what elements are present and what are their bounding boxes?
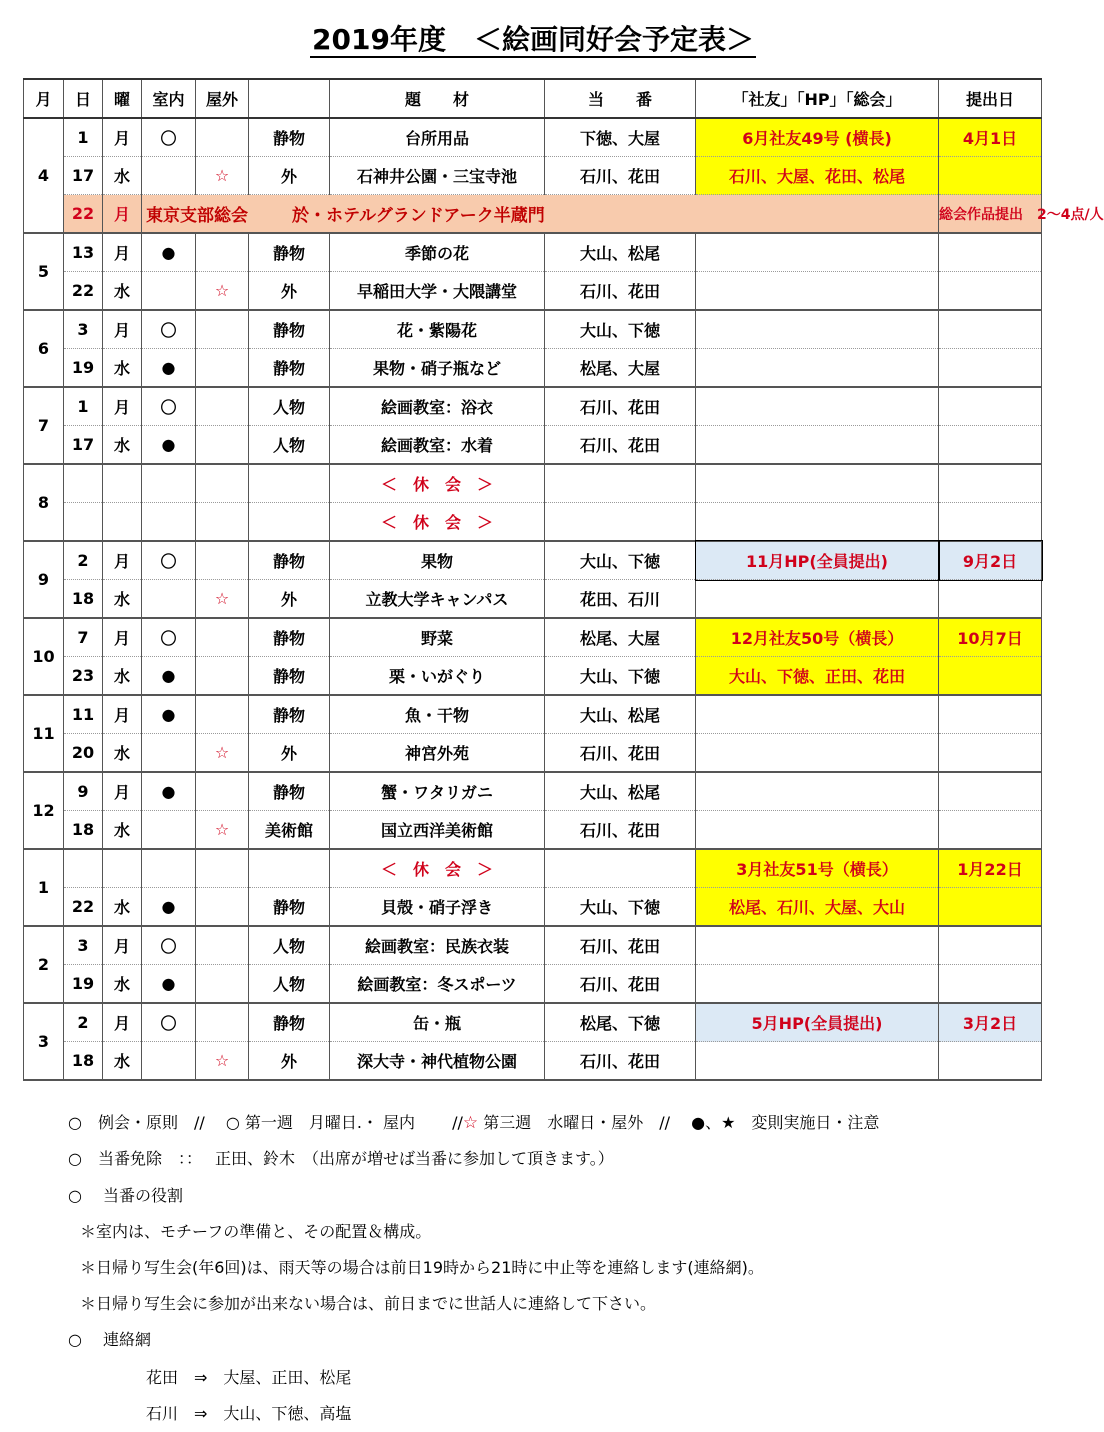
header-weekday: 曜 bbox=[103, 79, 142, 118]
indoor-cell bbox=[142, 272, 196, 311]
schedule-table bbox=[23, 78, 1104, 1081]
table-row bbox=[24, 349, 1042, 388]
subject-cell: 台所用品 bbox=[330, 118, 545, 157]
subject-cell: 野菜 bbox=[330, 618, 545, 657]
day-cell: 19 bbox=[64, 965, 103, 1004]
due-date-cell bbox=[939, 426, 1042, 465]
table-row bbox=[24, 426, 1042, 465]
publication-cell bbox=[696, 580, 939, 619]
weekday-cell: 月 bbox=[103, 926, 142, 965]
category-cell: 静物 bbox=[249, 541, 330, 580]
day-cell: 9 bbox=[64, 772, 103, 811]
role-item-3: ＊日帰り写生会に参加が出来ない場合は、前日までに世話人に連絡して下さい。 bbox=[80, 1294, 657, 1313]
publication-cell: 石川、大屋、花田、松尾 bbox=[696, 157, 939, 195]
publication-cell: 12月社友50号（横長） bbox=[696, 618, 939, 657]
weekday-cell: 水 bbox=[103, 734, 142, 773]
month-cell: 12 bbox=[24, 772, 64, 849]
outdoor-cell bbox=[196, 541, 249, 580]
due-date-cell bbox=[939, 310, 1042, 349]
publication-cell bbox=[696, 772, 939, 811]
due-date-cell bbox=[939, 464, 1042, 503]
indoor-cell bbox=[142, 157, 196, 195]
category-cell: 外 bbox=[249, 734, 330, 773]
day-cell: 11 bbox=[64, 695, 103, 734]
subject-cell: 絵画教室：浴衣 bbox=[330, 387, 545, 426]
publication-cell bbox=[696, 1042, 939, 1081]
indoor-cell bbox=[142, 503, 196, 542]
circle-icon: 〇 bbox=[142, 618, 196, 657]
outdoor-cell bbox=[196, 888, 249, 927]
table-row bbox=[24, 195, 1042, 234]
outdoor-cell bbox=[196, 426, 249, 465]
publication-cell bbox=[696, 426, 939, 465]
weekday-cell: 水 bbox=[103, 580, 142, 619]
subject-cell: 果物 bbox=[330, 541, 545, 580]
duty-cell: 石川、花田 bbox=[545, 811, 696, 850]
due-date-cell: 1月22日 bbox=[939, 849, 1042, 888]
event-cell bbox=[142, 195, 939, 234]
weekday-cell: 水 bbox=[103, 272, 142, 311]
outdoor-cell bbox=[196, 695, 249, 734]
subject-cell: ＜ 休 会 ＞ bbox=[330, 503, 545, 542]
outdoor-cell bbox=[196, 772, 249, 811]
duty-cell bbox=[545, 849, 696, 888]
weekday-cell: 月 bbox=[103, 118, 142, 157]
weekday-cell: 水 bbox=[103, 349, 142, 388]
schedule-body bbox=[24, 118, 1104, 1080]
category-cell bbox=[249, 464, 330, 503]
duty-cell: 石川、花田 bbox=[545, 426, 696, 465]
subject-cell: 季節の花 bbox=[330, 233, 545, 272]
indoor-cell bbox=[142, 580, 196, 619]
table-row bbox=[24, 657, 1042, 696]
weekday-cell: 月 bbox=[103, 618, 142, 657]
due-date-cell bbox=[939, 888, 1042, 927]
table-row bbox=[24, 387, 1042, 426]
publication-cell: 11月HP(全員提出) bbox=[696, 541, 939, 580]
weekday-cell: 月 bbox=[103, 695, 142, 734]
due-date-cell bbox=[939, 349, 1042, 388]
table-row bbox=[24, 849, 1042, 888]
day-cell bbox=[64, 503, 103, 542]
star-icon: ☆ bbox=[196, 734, 249, 773]
table-row bbox=[24, 272, 1042, 311]
day-cell: 7 bbox=[64, 618, 103, 657]
due-date-cell: 3月2日 bbox=[939, 1003, 1042, 1042]
subject-cell: ＜ 休 会 ＞ bbox=[330, 849, 545, 888]
publication-cell: 総会作品提出 2〜4点/人 bbox=[939, 195, 1042, 234]
indoor-cell bbox=[142, 734, 196, 773]
due-date-cell bbox=[939, 811, 1042, 850]
day-cell: 18 bbox=[64, 1042, 103, 1081]
subject-cell: 石神井公園・三宝寺池 bbox=[330, 157, 545, 195]
due-date-cell bbox=[939, 734, 1042, 773]
header-month: 月 bbox=[24, 79, 64, 118]
category-cell: 人物 bbox=[249, 926, 330, 965]
day-cell: 17 bbox=[64, 157, 103, 195]
table-row bbox=[24, 888, 1042, 927]
network-line-2: 石川 ⇒ 大山、下徳、高塩 bbox=[146, 1404, 352, 1423]
subject-cell: ＜ 休 会 ＞ bbox=[330, 464, 545, 503]
duty-cell: 下徳、大屋 bbox=[545, 118, 696, 157]
star-icon: ☆ bbox=[196, 157, 249, 195]
publication-cell: 6月社友49号 (横長) bbox=[696, 118, 939, 157]
day-cell: 1 bbox=[64, 387, 103, 426]
publication-cell bbox=[696, 734, 939, 773]
publication-cell bbox=[696, 503, 939, 542]
due-date-cell bbox=[939, 233, 1042, 272]
day-cell: 18 bbox=[64, 811, 103, 850]
due-date-cell: 4月1日 bbox=[939, 118, 1042, 157]
table-row bbox=[24, 926, 1042, 965]
category-cell: 美術館 bbox=[249, 811, 330, 850]
month-cell: 8 bbox=[24, 464, 64, 541]
subject-cell: 早稲田大学・大隈講堂 bbox=[330, 272, 545, 311]
exempt-line: ○ 当番免除 ：： 正田、鈴木 （出席が増せば当番に参加して頂きます。） bbox=[68, 1149, 614, 1168]
circle-icon: 〇 bbox=[142, 310, 196, 349]
outdoor-cell bbox=[196, 1003, 249, 1042]
legend-text-b: 第三週 水曜日・屋外 // ●、★ 変則実施日・注意 bbox=[478, 1113, 880, 1132]
outdoor-cell bbox=[196, 503, 249, 542]
event-name: 東京支部総会 bbox=[146, 206, 248, 226]
table-row bbox=[24, 503, 1042, 542]
subject-cell: 絵画教室：民族衣装 bbox=[330, 926, 545, 965]
table-row bbox=[24, 157, 1042, 195]
day-cell: 18 bbox=[64, 580, 103, 619]
table-row bbox=[24, 1003, 1042, 1042]
outdoor-cell bbox=[196, 349, 249, 388]
category-cell: 静物 bbox=[249, 349, 330, 388]
circle-icon: 〇 bbox=[142, 118, 196, 157]
table-row bbox=[24, 580, 1042, 619]
weekday-cell: 月 bbox=[103, 387, 142, 426]
publication-cell bbox=[696, 811, 939, 850]
category-cell: 静物 bbox=[249, 310, 330, 349]
table-row bbox=[24, 233, 1042, 272]
star-icon: ☆ bbox=[462, 1113, 479, 1133]
table-row bbox=[24, 464, 1042, 503]
table-row bbox=[24, 118, 1042, 157]
subject-cell: 蟹・ワタリガニ bbox=[330, 772, 545, 811]
weekday-cell: 月 bbox=[103, 541, 142, 580]
month-cell: 5 bbox=[24, 233, 64, 310]
category-cell: 静物 bbox=[249, 695, 330, 734]
dot-icon: ● bbox=[142, 233, 196, 272]
duty-cell: 大山、松尾 bbox=[545, 233, 696, 272]
weekday-cell: 月 bbox=[103, 1003, 142, 1042]
weekday-cell: 水 bbox=[103, 157, 142, 195]
subject-cell: 魚・干物 bbox=[330, 695, 545, 734]
duty-cell: 石川、花田 bbox=[545, 734, 696, 773]
duty-cell: 松尾、大屋 bbox=[545, 349, 696, 388]
subject-cell: 果物・硝子瓶など bbox=[330, 349, 545, 388]
duty-cell: 石川、花田 bbox=[545, 272, 696, 311]
indoor-cell bbox=[142, 849, 196, 888]
month-cell: 7 bbox=[24, 387, 64, 464]
category-cell bbox=[249, 503, 330, 542]
duty-cell: 石川、花田 bbox=[545, 157, 696, 195]
legend-line bbox=[68, 1110, 879, 1133]
network-title: ○ 連絡網 bbox=[68, 1330, 152, 1349]
weekday-cell: 水 bbox=[103, 888, 142, 927]
header-row bbox=[24, 79, 1042, 118]
weekday-cell bbox=[103, 849, 142, 888]
category-cell: 外 bbox=[249, 580, 330, 619]
due-date-cell: 9月2日 bbox=[939, 541, 1042, 580]
weekday-cell: 月 bbox=[103, 772, 142, 811]
category-cell: 静物 bbox=[249, 657, 330, 696]
header-indoor: 室内 bbox=[142, 79, 196, 118]
weekday-cell: 月 bbox=[103, 195, 142, 234]
month-cell: 6 bbox=[24, 310, 64, 387]
duty-cell: 松尾、大屋 bbox=[545, 618, 696, 657]
category-cell: 静物 bbox=[249, 888, 330, 927]
role-title: ○ 当番の役割 bbox=[68, 1186, 184, 1205]
month-cell: 3 bbox=[24, 1003, 64, 1080]
day-cell: 2 bbox=[64, 1003, 103, 1042]
weekday-cell: 水 bbox=[103, 1042, 142, 1081]
publication-cell bbox=[696, 464, 939, 503]
category-cell: 外 bbox=[249, 272, 330, 311]
weekday-cell: 水 bbox=[103, 811, 142, 850]
table-row bbox=[24, 734, 1042, 773]
day-cell: 13 bbox=[64, 233, 103, 272]
month-cell: 11 bbox=[24, 695, 64, 772]
day-cell bbox=[64, 464, 103, 503]
day-cell: 22 bbox=[64, 272, 103, 311]
table-row bbox=[24, 1042, 1042, 1081]
due-date-cell bbox=[939, 1042, 1042, 1081]
table-row bbox=[24, 310, 1042, 349]
dot-icon: ● bbox=[142, 965, 196, 1004]
table-row bbox=[24, 541, 1042, 580]
due-date-cell bbox=[939, 387, 1042, 426]
publication-cell bbox=[696, 695, 939, 734]
outdoor-cell bbox=[196, 387, 249, 426]
category-cell: 静物 bbox=[249, 118, 330, 157]
weekday-cell: 月 bbox=[103, 310, 142, 349]
due-date-cell bbox=[939, 772, 1042, 811]
event-venue: 於・ホテルグランドアーク半蔵門 bbox=[292, 206, 545, 226]
publication-cell bbox=[696, 310, 939, 349]
duty-cell bbox=[545, 503, 696, 542]
subject-cell: 貝殻・硝子浮き bbox=[330, 888, 545, 927]
month-cell: 1 bbox=[24, 849, 64, 926]
indoor-cell bbox=[142, 811, 196, 850]
category-cell bbox=[249, 849, 330, 888]
due-date-cell bbox=[939, 503, 1042, 542]
title-text: 2019年度 ＜絵画同好会予定表＞ bbox=[312, 23, 754, 56]
day-cell: 2 bbox=[64, 541, 103, 580]
role-item-1: ＊室内は、モチーフの準備と、その配置＆構成。 bbox=[80, 1222, 432, 1241]
due-date-cell bbox=[939, 657, 1042, 696]
month-cell: 10 bbox=[24, 618, 64, 695]
subject-cell: 花・紫陽花 bbox=[330, 310, 545, 349]
duty-cell: 大山、松尾 bbox=[545, 695, 696, 734]
subject-cell: 絵画教室：水着 bbox=[330, 426, 545, 465]
category-cell: 外 bbox=[249, 157, 330, 195]
weekday-cell: 水 bbox=[103, 426, 142, 465]
weekday-cell: 水 bbox=[103, 657, 142, 696]
due-date-cell bbox=[939, 926, 1042, 965]
due-date-cell bbox=[939, 965, 1042, 1004]
outdoor-cell bbox=[196, 849, 249, 888]
star-icon: ☆ bbox=[196, 580, 249, 619]
day-cell: 22 bbox=[64, 195, 103, 234]
outdoor-cell bbox=[196, 657, 249, 696]
publication-cell: 松尾、石川、大屋、大山 bbox=[696, 888, 939, 927]
duty-cell: 石川、花田 bbox=[545, 387, 696, 426]
day-cell: 3 bbox=[64, 926, 103, 965]
circle-icon: 〇 bbox=[142, 926, 196, 965]
header-subject: 題 材 bbox=[330, 79, 545, 118]
weekday-cell bbox=[103, 464, 142, 503]
header-duty: 当 番 bbox=[545, 79, 696, 118]
publication-cell: 大山、下徳、正田、花田 bbox=[696, 657, 939, 696]
category-cell: 人物 bbox=[249, 965, 330, 1004]
header-due-date: 提出日 bbox=[939, 79, 1042, 118]
weekday-cell: 月 bbox=[103, 233, 142, 272]
table-row bbox=[24, 695, 1042, 734]
day-cell: 3 bbox=[64, 310, 103, 349]
subject-cell: 缶・瓶 bbox=[330, 1003, 545, 1042]
table-row bbox=[24, 811, 1042, 850]
subject-cell: 国立西洋美術館 bbox=[330, 811, 545, 850]
dot-icon: ● bbox=[142, 772, 196, 811]
day-cell: 17 bbox=[64, 426, 103, 465]
weekday-cell: 水 bbox=[103, 965, 142, 1004]
day-cell: 1 bbox=[64, 118, 103, 157]
category-cell: 静物 bbox=[249, 618, 330, 657]
star-icon: ☆ bbox=[196, 1042, 249, 1081]
outdoor-cell bbox=[196, 118, 249, 157]
outdoor-cell bbox=[196, 965, 249, 1004]
subject-cell: 絵画教室：冬スポーツ bbox=[330, 965, 545, 1004]
duty-cell: 大山、下徳 bbox=[545, 541, 696, 580]
dot-icon: ● bbox=[142, 426, 196, 465]
publication-cell bbox=[696, 272, 939, 311]
table-row bbox=[24, 965, 1042, 1004]
circle-icon: 〇 bbox=[142, 387, 196, 426]
category-cell: 静物 bbox=[249, 1003, 330, 1042]
star-icon: ☆ bbox=[196, 272, 249, 311]
duty-cell: 石川、花田 bbox=[545, 926, 696, 965]
publication-cell bbox=[696, 233, 939, 272]
indoor-cell bbox=[142, 1042, 196, 1081]
publication-cell: 5月HP(全員提出) bbox=[696, 1003, 939, 1042]
dot-icon: ● bbox=[142, 695, 196, 734]
day-cell: 23 bbox=[64, 657, 103, 696]
outdoor-cell bbox=[196, 618, 249, 657]
month-cell: 4 bbox=[24, 118, 64, 233]
category-cell: 静物 bbox=[249, 772, 330, 811]
day-cell bbox=[64, 849, 103, 888]
header-category bbox=[249, 79, 330, 118]
header-publication: 「社友」「HP」「総会」 bbox=[696, 79, 939, 118]
duty-cell: 石川、花田 bbox=[545, 965, 696, 1004]
duty-cell: 大山、松尾 bbox=[545, 772, 696, 811]
circle-icon: 〇 bbox=[142, 541, 196, 580]
duty-cell: 大山、下徳 bbox=[545, 657, 696, 696]
duty-cell: 松尾、下徳 bbox=[545, 1003, 696, 1042]
outdoor-cell bbox=[196, 926, 249, 965]
due-date-cell bbox=[939, 695, 1042, 734]
publication-cell bbox=[696, 965, 939, 1004]
star-icon: ☆ bbox=[196, 811, 249, 850]
due-date-cell: 10月7日 bbox=[939, 618, 1042, 657]
duty-cell: 大山、下徳 bbox=[545, 310, 696, 349]
weekday-cell bbox=[103, 503, 142, 542]
subject-cell: 深大寺・神代植物公園 bbox=[330, 1042, 545, 1081]
header-outdoor: 屋外 bbox=[196, 79, 249, 118]
category-cell: 外 bbox=[249, 1042, 330, 1081]
circle-icon: 〇 bbox=[142, 1003, 196, 1042]
dot-icon: ● bbox=[142, 888, 196, 927]
day-cell: 22 bbox=[64, 888, 103, 927]
page-title bbox=[0, 18, 1066, 58]
day-cell: 19 bbox=[64, 349, 103, 388]
outdoor-cell bbox=[196, 233, 249, 272]
subject-cell: 立教大学キャンパス bbox=[330, 580, 545, 619]
publication-cell bbox=[696, 387, 939, 426]
due-date-cell bbox=[939, 272, 1042, 311]
subject-cell: 神宮外苑 bbox=[330, 734, 545, 773]
dot-icon: ● bbox=[142, 657, 196, 696]
month-cell: 9 bbox=[24, 541, 64, 618]
day-cell: 20 bbox=[64, 734, 103, 773]
category-cell: 静物 bbox=[249, 233, 330, 272]
outdoor-cell bbox=[196, 464, 249, 503]
role-item-2: ＊日帰り写生会(年6回)は、雨天等の場合は前日19時から21時に中止等を連絡します(連絡網)。 bbox=[80, 1258, 764, 1277]
due-date-cell bbox=[939, 157, 1042, 195]
outdoor-cell bbox=[196, 310, 249, 349]
publication-cell bbox=[696, 349, 939, 388]
indoor-cell bbox=[142, 464, 196, 503]
publication-cell bbox=[696, 926, 939, 965]
duty-cell: 大山、下徳 bbox=[545, 888, 696, 927]
table-row bbox=[24, 618, 1042, 657]
duty-cell: 花田、石川 bbox=[545, 580, 696, 619]
legend-text-a: ○ 例会・原則 // ○ 第一週 月曜日.・ 屋内 // bbox=[68, 1113, 463, 1132]
publication-cell: 3月社友51号（横長） bbox=[696, 849, 939, 888]
table-row bbox=[24, 772, 1042, 811]
due-date-cell bbox=[939, 580, 1042, 619]
header-day: 日 bbox=[64, 79, 103, 118]
duty-cell: 石川、花田 bbox=[545, 1042, 696, 1081]
category-cell: 人物 bbox=[249, 387, 330, 426]
month-cell: 2 bbox=[24, 926, 64, 1003]
network-line-1: 花田 ⇒ 大屋、正田、松尾 bbox=[146, 1368, 352, 1387]
category-cell: 人物 bbox=[249, 426, 330, 465]
duty-cell bbox=[545, 464, 696, 503]
dot-icon: ● bbox=[142, 349, 196, 388]
subject-cell: 栗・いがぐり bbox=[330, 657, 545, 696]
